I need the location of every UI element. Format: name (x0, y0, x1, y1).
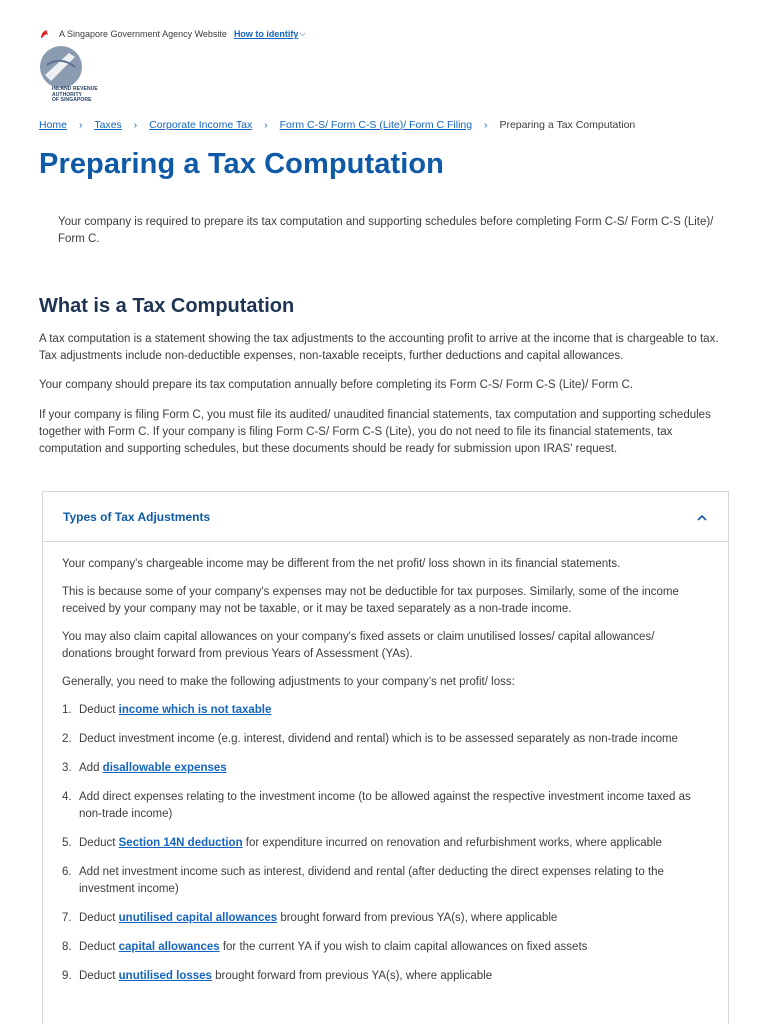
list-item: 3. Add disallowable expenses (62, 762, 227, 774)
list-item: 8. Deduct capital allowances for the current YA if you wish to claim capital allowances on fixed assets (62, 941, 588, 953)
accordion-paragraph: Your company's chargeable income may be different from the net profit/ loss shown in its financial statements. (62, 558, 621, 570)
section-heading: What is a Tax Computation (39, 295, 295, 317)
chevron-right-icon: › (264, 119, 268, 131)
breadcrumb-current: Preparing a Tax Computation (499, 119, 636, 131)
accordion-title[interactable]: Types of Tax Adjustments (63, 509, 211, 524)
list-item: 6. Add net investment income such as interest, dividend and rental (after deducting the direct expenses relating to the investment income) (62, 866, 664, 895)
list-item: 7. Deduct unutilised capital allowances brought forward from previous YA(s), where applicable (62, 912, 558, 924)
breadcrumb (39, 117, 635, 133)
accordion-body (43, 542, 728, 985)
list-item: 4. Add direct expenses relating to the investment income (to be allowed against the respective investment income taxed as non-trade income) (62, 791, 691, 820)
unutilised-capital-allowances-link[interactable]: unutilised capital allowances (118, 912, 278, 924)
list-item: 5. Deduct Section 14N deduction for expenditure incurred on renovation and refurbishment works, where applicable (62, 837, 662, 849)
accordion-paragraph: You may also claim capital allowances on your company's fixed assets or claim unutilised losses/ capital allowances/ donations brought forward from previous Years of Assessment (YAs). (62, 631, 655, 660)
chevron-down-icon[interactable]: ⌵ (299, 29, 306, 38)
list-item: 2. Deduct investment income (e.g. interest, dividend and rental) which is to be assessed separately as non-trade income (62, 733, 678, 745)
breadcrumb-corporate-income-tax[interactable]: Corporate Income Tax (149, 119, 253, 131)
masthead-text: A Singapore Government Agency Website (59, 29, 227, 39)
section-paragraph: A tax computation is a statement showing the tax adjustments to the accounting profit to arrive at the income that is chargeable to tax. Tax adjustments include non-deductible expenses, non-taxable receipts, further deductions and capital allowances. (39, 333, 719, 362)
section-paragraph: If your company is filing Form C, you must file its audited/ unaudited financial statements, tax computation and supporting schedules together with Form C. If your company is filing Form C-S/ Form C-S (Lite), you do not need to file its financial statements, tax computation and supporting schedules, but these documents should be ready for submission upon IRAS' request. (39, 409, 711, 455)
chevron-up-icon[interactable] (696, 511, 708, 523)
section-paragraph: Your company should prepare its tax computation annually before completing its Form C-S/ Form C-S (Lite)/ Form C. (39, 379, 633, 391)
chevron-right-icon: › (484, 119, 488, 131)
how-to-identify-link[interactable]: How to identify (233, 29, 299, 39)
adjustments-list (62, 702, 702, 985)
page-title: Preparing a Tax Computation (39, 148, 444, 180)
accordion-paragraph: Generally, you need to make the following adjustments to your company’s net profit/ loss: (62, 676, 515, 688)
singapore-lion-icon (39, 29, 50, 40)
gov-masthead (39, 27, 306, 41)
breadcrumb-home[interactable]: Home (39, 119, 68, 131)
disallowable-expenses-link[interactable]: disallowable expenses (102, 762, 227, 774)
list-item: 9. Deduct unutilised losses brought forward from previous YA(s), where applicable (62, 970, 493, 982)
breadcrumb-taxes[interactable]: Taxes (94, 119, 122, 131)
unutilised-losses-link[interactable]: unutilised losses (118, 970, 212, 982)
accordion-header[interactable] (43, 492, 728, 542)
chevron-right-icon: › (133, 119, 138, 131)
accordion-paragraph: This is because some of your company's expenses may not be deductible for tax purposes. Similarly, some of the income received by your company may not be taxable, or it may be taxed separately as a non-trade income. (62, 586, 679, 615)
lead-paragraph: Your company is required to prepare its tax computation and supporting schedules before completing Form C-S/ Form C-S (Lite)/ Form C. (58, 216, 714, 245)
logo-wordmark: INLAND REVENUE AUTHORITY OF SINGAPORE (52, 86, 98, 103)
list-item: 1. Deduct income which is not taxable (62, 704, 272, 716)
breadcrumb-form-filing[interactable]: Form C-S/ Form C-S (Lite)/ Form C Filing (279, 119, 473, 131)
chevron-right-icon: › (79, 119, 83, 131)
tax-adjustments-accordion (42, 491, 729, 1024)
section-14n-link[interactable]: Section 14N deduction (118, 837, 243, 849)
capital-allowances-link[interactable]: capital allowances (118, 941, 220, 953)
income-not-taxable-link[interactable]: income which is not taxable (118, 704, 272, 716)
